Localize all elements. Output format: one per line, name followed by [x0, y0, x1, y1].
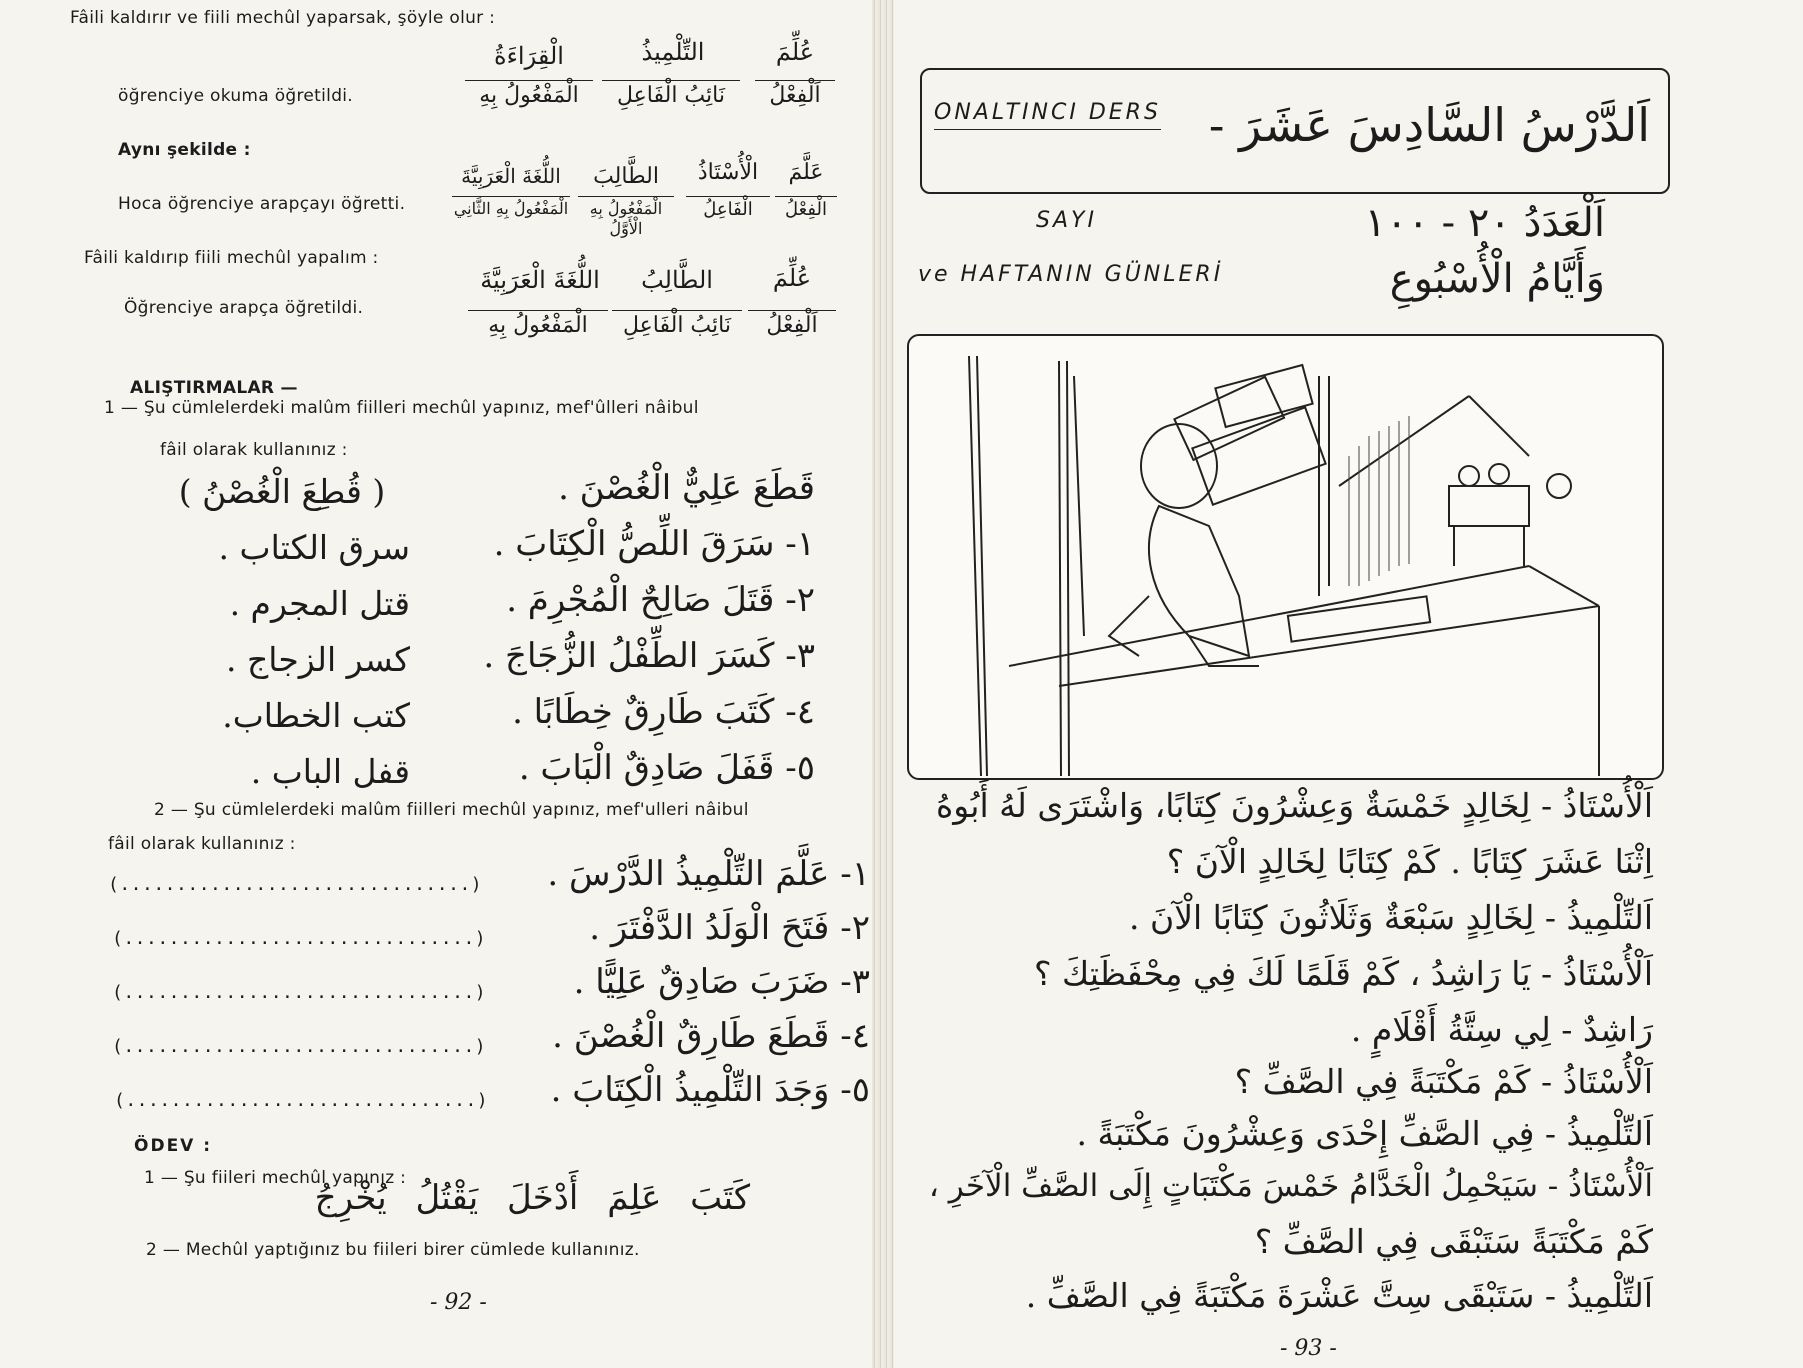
topic-ar-numbers: اَلْعَدَدُ ٢٠ - ١٠٠	[1364, 200, 1605, 246]
exercise2-item-4-active: ٤- قَطَعَ طَارِقٌ الْغُصْنَ .	[552, 1016, 870, 1056]
left-page	[0, 0, 875, 1368]
exercise1-item-3-passive: كسر الزجاج .	[225, 640, 410, 679]
left-page-number: - 92 -	[430, 1290, 487, 1315]
example2-role-2: الْفَاعِلُ	[686, 196, 770, 220]
example2-turkish: Hoca öğrenciye arapçayı öğretti.	[118, 194, 406, 214]
exercise1-item-5-passive: قفل الباب .	[250, 752, 410, 791]
example1-role-3: الْمَفْعُولُ بِهِ	[465, 80, 593, 108]
example1-word-1: عُلِّمَ	[775, 38, 815, 66]
dialogue-line-10: اَلتِّلْمِيذُ - سَتَبْقَى سِتَّ عَشْرَةَ مَكْتَبَةً فِي الصَّفِّ .	[1025, 1276, 1653, 1315]
exercises-heading: ALIŞTIRMALAR —	[130, 378, 298, 398]
exercise2-item-5-blank[interactable]: (...............................)	[114, 1090, 489, 1111]
exercise1-item-1-active: ١- سَرَقَ اللِّصُّ الْكِتَابَ .	[493, 524, 815, 564]
dialogue-line-7: اَلتِّلْمِيذُ - فِي الصَّفِّ إِحْدَى وَعِشْرُونَ مَكْتَبَةً .	[1076, 1114, 1653, 1153]
exercise2-item-2-active: ٢- فَتَحَ الْوَلَدُ الدَّفْتَرَ .	[589, 908, 870, 948]
classroom-drawing	[909, 336, 1662, 778]
classroom-illustration	[907, 334, 1664, 780]
lesson-title-ar: اَلدَّرْسُ السَّادِسَ عَشَرَ -	[1208, 98, 1650, 152]
exercise2-instruction-line1: 2 — Şu cümlelerdeki malûm fiilleri mechûl yapınız, mef'ulleri nâibul	[154, 800, 749, 820]
likewise-label: Aynı şekilde :	[118, 140, 251, 160]
example3-word-2: الطَّالِبُ	[641, 266, 713, 294]
exercise2-item-2-blank[interactable]: (...............................)	[112, 928, 487, 949]
example2-word-2: الْأُسْتَاذُ	[697, 160, 759, 185]
homework-instruction-2: 2 — Mechûl yaptığınız bu fiileri birer cümlede kullanınız.	[146, 1240, 640, 1260]
example3-turkish: Öğrenciye arapça öğretildi.	[124, 298, 364, 318]
exercise1-item-2-active: ٢- قَتَلَ صَالِحٌ الْمُجْرِمَ .	[506, 580, 815, 620]
homework-heading: ÖDEV :	[134, 1136, 213, 1156]
example1-word-3: الْقِرَاءَةُ	[494, 42, 564, 70]
exercise1-item-5-active: ٥- قَفَلَ صَادِقٌ الْبَابَ .	[518, 748, 815, 788]
exercise2-item-1-blank[interactable]: (...............................)	[108, 874, 483, 895]
dialogue-line-1: اَلْأُسْتَاذُ - لِخَالِدٍ خَمْسَةٌ وَعِشْرُونَ كِتَابًا، وَاشْتَرَى لَهُ أَبُوهُ	[935, 786, 1653, 825]
example2-word-3: الطَّالِبَ	[593, 164, 659, 189]
homework-instruction-1: 1 — Şu fiileri mechûl yapınız :	[144, 1168, 407, 1188]
right-page-number: - 93 -	[1280, 1336, 1337, 1361]
exercise1-instruction-line2: fâil olarak kullanınız :	[160, 440, 348, 460]
example1-role-2: نَائِبُ الْفَاعِلِ	[602, 80, 740, 108]
dialogue-line-4: اَلْأُسْتَاذُ - يَا رَاشِدُ ، كَمْ قَلَمًا لَكَ فِي مِحْفَظَتِكَ ؟	[1033, 954, 1653, 993]
example1-role-1: اَلْفِعْلُ	[755, 80, 835, 108]
exercise1-item-4-passive: كتب الخطاب.	[222, 696, 410, 735]
dialogue-line-6: اَلْأُسْتَاذُ - كَمْ مَكْتَبَةً فِي الصَّفِّ ؟	[1234, 1062, 1653, 1101]
topic-ar-days: وَأَيَّامُ الْأُسْبُوعِ	[1389, 256, 1605, 302]
exercise2-item-5-active: ٥- وَجَدَ التِّلْمِيذُ الْكِتَابَ .	[550, 1070, 870, 1110]
dialogue-line-3: اَلتِّلْمِيذُ - لِخَالِدٍ سَبْعَةٌ وَثَلَاثُونَ كِتَابًا الْآنَ .	[1128, 898, 1653, 937]
example1-turkish: öğrenciye okuma öğretildi.	[118, 86, 354, 106]
example1-word-2: التِّلْمِيذُ	[641, 38, 705, 66]
dialogue-line-5: رَاشِدٌ - لِي سِتَّةُ أَقْلَامٍ .	[1350, 1010, 1653, 1049]
exercise2-instruction-line2: fâil olarak kullanınız :	[108, 834, 296, 854]
example2-word-4: اللُّغَةَ الْعَرَبِيَّةَ	[461, 164, 561, 188]
exercise2-item-3-blank[interactable]: (...............................)	[112, 982, 487, 1003]
exercise1-sample-passive: ( قُطِعَ الْغُصْنُ )	[178, 472, 386, 511]
dialogue-line-9: كَمْ مَكْتَبَةً سَتَبْقَى فِي الصَّفِّ ؟	[1254, 1222, 1653, 1261]
example3-role-2: نَائِبُ الْفَاعِلِ	[612, 310, 742, 338]
example3-role-3: الْمَفْعُولُ بِهِ	[468, 310, 608, 338]
exercise2-item-4-blank[interactable]: (...............................)	[112, 1036, 487, 1057]
intro-line: Fâili kaldırır ve fiili mechûl yaparsak, şöyle olur :	[70, 8, 496, 28]
book-gutter	[872, 0, 894, 1368]
exercise2-item-3-active: ٣- ضَرَبَ صَادِقٌ عَلِيًّا .	[573, 962, 870, 1002]
dialogue-line-2: اِثْنَا عَشَرَ كِتَابًا . كَمْ كِتَابًا لِخَالِدٍ الْآنَ ؟	[1166, 842, 1653, 881]
dialogue-line-8: اَلْأُسْتَاذُ - سَيَحْمِلُ الْخَدَّامُ خَمْسَ مَكْتَبَاتٍ إِلَى الصَّفِّ الْآخَرِ ،	[928, 1168, 1653, 1204]
topic-tr-numbers: SAYI	[1036, 208, 1097, 233]
example2-role-1: الْفِعْلُ	[775, 196, 837, 220]
example3-word-3: اللُّغَةَ الْعَرَبِيَّةَ	[480, 266, 600, 294]
passive-note: Fâili kaldırıp fiili mechûl yapalım :	[84, 248, 379, 268]
example2-role-3: الْمَفْعُولُ بِهِ الْأَوَّلُ	[578, 196, 674, 239]
example2-role-4: الْمَفْعُولُ بِهِ الثَّانِي	[452, 196, 570, 219]
lesson-title-tr: ONALTINCI DERS	[934, 100, 1161, 130]
exercise1-instruction-line1: 1 — Şu cümlelerdeki malûm fiilleri mechûl yapınız, mef'ûlleri nâibul	[104, 398, 699, 418]
example3-word-1: عُلِّمَ	[772, 264, 812, 292]
topic-tr-days: ve HAFTANIN GÜNLERİ	[918, 262, 1224, 287]
exercise1-item-2-passive: قتل المجرم .	[229, 584, 410, 623]
exercise1-sample-active: قَطَعَ عَلِيٌّ الْغُصْنَ .	[558, 468, 815, 508]
homework-verbs: كَتَبَ عَلِمَ أَدْخَلَ يَقْتُلُ يُخْرِجُ	[314, 1178, 750, 1218]
exercise1-item-3-active: ٣- كَسَرَ الطِّفْلُ الزُّجَاجَ .	[483, 636, 815, 676]
example2-word-1: عَلَّمَ	[788, 160, 824, 185]
exercise2-item-1-active: ١- عَلَّمَ التِّلْمِيذُ الدَّرْسَ .	[547, 854, 870, 894]
example3-role-1: اَلْفِعْلُ	[748, 310, 836, 338]
exercise1-item-1-passive: سرق الكتاب .	[218, 528, 410, 567]
exercise1-item-4-active: ٤- كَتَبَ طَارِقٌ خِطَابًا .	[512, 692, 815, 732]
